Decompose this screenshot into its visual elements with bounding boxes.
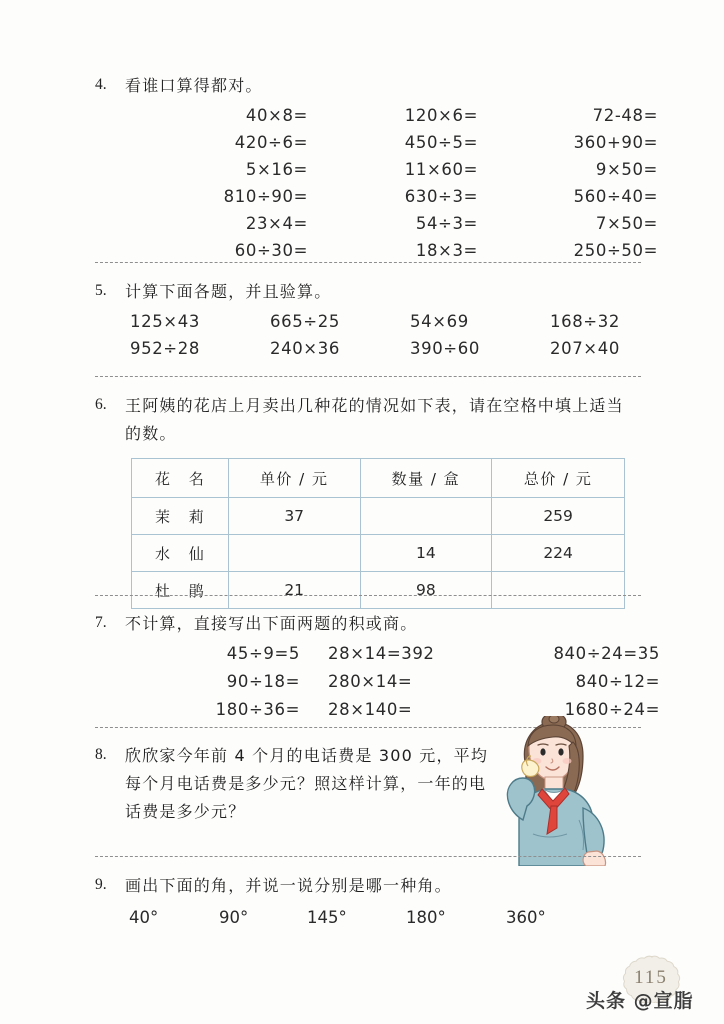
angle-value: 90° <box>219 908 249 927</box>
expression: 952÷28 <box>130 339 200 358</box>
divider-5 <box>95 856 641 857</box>
expression: 630÷3= <box>404 187 478 206</box>
expression: 1680÷24= <box>564 700 660 719</box>
expression: 54×69 <box>410 312 469 331</box>
exercise-7-expressions <box>128 644 660 719</box>
expression: 28×14=392 <box>328 644 435 663</box>
expression: 250÷50= <box>573 241 658 260</box>
exercise-9-heading <box>95 872 640 900</box>
expression: 665÷25 <box>270 312 340 331</box>
cell-total-price[interactable]: 259 <box>492 498 625 535</box>
expression: 390÷60 <box>410 339 480 358</box>
expression: 60÷30= <box>234 241 308 260</box>
exercise-5-expressions <box>130 312 640 358</box>
expression: 207×40 <box>550 339 620 358</box>
expression: 90÷18= <box>226 672 300 691</box>
divider-1 <box>95 262 641 263</box>
exercise-5-prompt: 计算下面各题，并且验算。 <box>125 282 332 301</box>
exercise-9-angles <box>129 908 640 927</box>
exercise-6-heading <box>95 392 640 448</box>
exercise-9-number: 9. <box>95 876 107 893</box>
expression: 9×50= <box>595 160 658 179</box>
column-header-unit-price: 单价 / 元 <box>228 459 360 498</box>
exercise-6 <box>95 392 640 448</box>
divider-3 <box>95 595 641 596</box>
exercise-4 <box>95 72 658 260</box>
exercise-6-prompt: 王阿姨的花店上月卖出几种花的情况如下表，请在空格中填上适当的数。 <box>125 396 624 443</box>
cell-total-price[interactable] <box>492 572 625 609</box>
expression: 168÷32 <box>550 312 620 331</box>
expression: 72-48= <box>592 106 658 125</box>
exercise-7 <box>95 610 660 719</box>
expression: 840÷12= <box>575 672 660 691</box>
table-row <box>132 498 625 535</box>
cell-total-price[interactable]: 224 <box>492 535 625 572</box>
cell-unit-price[interactable] <box>228 535 360 572</box>
exercise-4-number: 4. <box>95 76 107 93</box>
cell-flower-name: 茉 莉 <box>132 498 229 535</box>
girl-on-phone-illustration <box>487 716 647 866</box>
expression: 40×8= <box>245 106 308 125</box>
angle-value: 40° <box>129 908 159 927</box>
exercise-4-expressions <box>130 106 658 260</box>
expression: 5×16= <box>245 160 308 179</box>
expression: 28×140= <box>328 700 413 719</box>
exercise-8-prompt: 欣欣家今年前 4 个月的电话费是 300 元，平均每个月电话费是多少元？照这样计算，一年的电话费是多少元？ <box>125 746 489 821</box>
expression: 11×60= <box>404 160 478 179</box>
expression: 420÷6= <box>234 133 308 152</box>
expression: 280×14= <box>328 672 413 691</box>
cell-flower-name: 水 仙 <box>132 535 229 572</box>
expression: 7×50= <box>595 214 658 233</box>
cell-flower-name: 杜 鹃 <box>132 572 229 609</box>
expression: 120×6= <box>404 106 478 125</box>
exercise-7-number: 7. <box>95 614 107 631</box>
expression: 45÷9=5 <box>226 644 300 663</box>
page-number: 115 <box>634 967 668 988</box>
expression: 240×36 <box>270 339 340 358</box>
expression: 23×4= <box>245 214 308 233</box>
cell-quantity[interactable] <box>360 498 492 535</box>
expression: 180÷36= <box>215 700 300 719</box>
exercise-8-heading <box>95 742 490 826</box>
table-header-row <box>132 459 625 498</box>
expression: 450÷5= <box>404 133 478 152</box>
angle-value: 360° <box>506 908 546 927</box>
exercise-6-number: 6. <box>95 396 107 413</box>
expression: 125×43 <box>130 312 200 331</box>
exercise-5-heading <box>95 278 640 306</box>
angle-value: 180° <box>406 908 446 927</box>
flower-sales-table <box>131 458 625 609</box>
column-header-flower-name: 花 名 <box>132 459 229 498</box>
expression: 840÷24=35 <box>553 644 660 663</box>
expression: 360+90= <box>573 133 658 152</box>
expression: 18×3= <box>415 241 478 260</box>
cell-unit-price[interactable]: 37 <box>228 498 360 535</box>
column-header-total-price: 总价 / 元 <box>492 459 625 498</box>
exercise-4-heading <box>95 72 640 100</box>
exercise-7-prompt: 不计算，直接写出下面两题的积或商。 <box>125 614 418 633</box>
expression: 54÷3= <box>415 214 478 233</box>
cell-unit-price[interactable]: 21 <box>228 572 360 609</box>
cell-quantity[interactable]: 98 <box>360 572 492 609</box>
cell-quantity[interactable]: 14 <box>360 535 492 572</box>
exercise-9-prompt: 画出下面的角，并说一说分别是哪一种角。 <box>125 876 452 895</box>
expression: 560÷40= <box>573 187 658 206</box>
table-row <box>132 535 625 572</box>
exercise-5 <box>95 278 640 358</box>
exercise-8 <box>95 742 490 826</box>
column-header-quantity: 数量 / 盒 <box>360 459 492 498</box>
divider-2 <box>95 376 641 377</box>
table-row <box>132 572 625 609</box>
watermark-text: 头条 @宣脂 <box>586 990 694 1012</box>
angle-value: 145° <box>307 908 347 927</box>
exercise-9 <box>95 872 640 927</box>
exercise-8-number: 8. <box>95 746 107 763</box>
exercise-7-heading <box>95 610 640 638</box>
expression: 810÷90= <box>223 187 308 206</box>
exercise-5-number: 5. <box>95 282 107 299</box>
exercise-4-prompt: 看谁口算得都对。 <box>125 76 263 95</box>
